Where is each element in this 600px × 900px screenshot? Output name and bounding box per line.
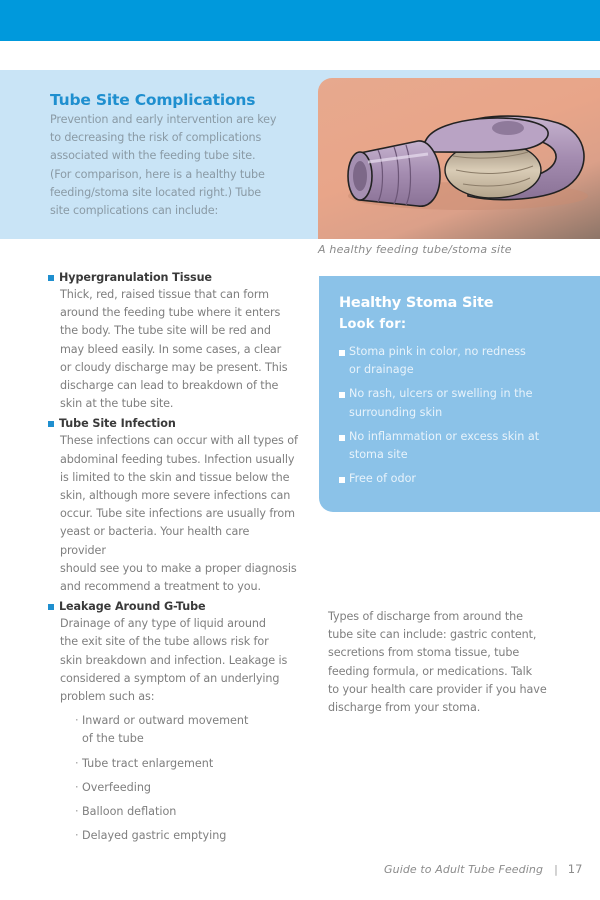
list-item — [339, 470, 580, 488]
text-line: and recommend a treatment to you. — [60, 580, 261, 594]
list-item — [76, 803, 298, 821]
complication-description — [48, 432, 298, 596]
text-line: skin, although more severe infections can — [60, 489, 291, 503]
text-line: to decreasing the risk of complications — [50, 131, 262, 145]
page-footer — [384, 862, 582, 876]
text-line: stoma site — [349, 448, 408, 462]
feeding-tube-illustration-icon — [318, 78, 600, 239]
text-line: · Delayed gastric emptying — [82, 829, 227, 843]
header-bar — [0, 0, 600, 41]
complication-item — [48, 416, 298, 596]
text-line: or cloudy discharge may be present. This — [60, 360, 288, 374]
text-line: the body. The tube site will be red and — [60, 324, 271, 338]
complication-description — [48, 615, 298, 706]
text-line: problem such as: — [60, 690, 155, 704]
callout-title: Healthy Stoma Site — [339, 295, 494, 311]
text-line: to your health care provider if you have — [328, 682, 547, 696]
text-line: tube site can include: gastric content, — [328, 628, 537, 642]
bullet-square-icon — [48, 421, 54, 427]
healthy-stoma-callout — [319, 276, 600, 512]
text-line: skin at the tube site. — [60, 397, 174, 411]
text-line: or drainage — [349, 363, 414, 377]
text-line: feeding/stoma site located right.) Tube — [50, 185, 262, 199]
bullet-square-icon — [339, 350, 345, 356]
complication-heading: Hypergranulation Tissue — [59, 271, 212, 284]
text-line: · Balloon deflation — [82, 805, 177, 819]
guide-title: Guide to Adult Tube Feeding — [384, 862, 544, 876]
text-line: · Overfeeding — [82, 780, 152, 794]
text-line: These infections can occur with all types of — [60, 434, 298, 448]
text-line: site complications can include: — [50, 204, 219, 218]
list-item — [76, 779, 298, 797]
text-line: abdominal feeding tubes. Infection usually — [60, 452, 295, 466]
text-line: · Inward or outward movement — [82, 714, 249, 728]
text-line: Drainage of any type of liquid around — [60, 617, 266, 631]
text-line: Types of discharge from around the — [328, 610, 523, 623]
feeding-tube-photo — [318, 78, 600, 239]
bullet-square-icon — [339, 435, 345, 441]
text-line: may bleed easily. In some cases, a clear — [60, 342, 282, 356]
bullet-square-icon — [339, 392, 345, 398]
list-item — [76, 712, 298, 748]
text-line: associated with the feeding tube site. — [50, 149, 256, 163]
complications-list — [48, 270, 298, 851]
page-number: 17 — [567, 862, 583, 876]
text-line: around the feeding tube where it enters — [60, 306, 281, 320]
complication-item — [48, 270, 298, 413]
complication-heading: Tube Site Infection — [59, 417, 176, 431]
list-item — [339, 385, 580, 421]
footer-separator: | — [554, 862, 558, 876]
text-line: Prevention and early intervention are key — [50, 113, 277, 126]
text-line: secretions from stoma tissue, tube — [328, 646, 520, 660]
bullet-square-icon — [339, 477, 345, 483]
text-line: surrounding skin — [349, 405, 443, 419]
text-line: Thick, red, raised tissue that can form — [60, 288, 269, 301]
text-line: occur. Tube site infections are usually from — [60, 507, 295, 521]
text-line: No rash, ulcers or swelling in the — [349, 387, 533, 401]
stoma-checklist — [339, 343, 580, 488]
text-line: discharge from your stoma. — [328, 701, 481, 715]
discharge-note — [328, 608, 568, 717]
text-line: considered a symptom of an underlying — [60, 671, 280, 685]
complication-heading: Leakage Around G-Tube — [59, 600, 206, 614]
intro-section — [50, 90, 305, 220]
list-item — [76, 755, 298, 773]
text-line: feeding formula, or medications. Talk — [328, 664, 533, 678]
section-title: Tube Site Complications — [50, 91, 256, 109]
bullet-square-icon — [48, 604, 54, 610]
text-line: of the tube — [82, 732, 144, 746]
text-line: Stoma pink in color, no redness — [349, 345, 526, 358]
text-line: yeast or bacteria. Your health care provider — [60, 525, 250, 557]
text-line: skin breakdown and infection. Leakage is — [60, 653, 288, 667]
text-line: the exit site of the tube allows risk for — [60, 635, 269, 649]
callout-subtitle: Look for: — [339, 317, 407, 332]
list-item — [76, 827, 298, 845]
complication-description — [48, 286, 298, 413]
text-line: No inflammation or excess skin at — [349, 429, 540, 443]
complication-item — [48, 599, 298, 845]
text-line: · Tube tract enlargement — [82, 756, 214, 770]
text-line: (For comparison, here is a healthy tube — [50, 167, 265, 181]
leakage-causes-list — [48, 712, 298, 845]
text-line: Free of odor — [349, 472, 417, 486]
list-item — [339, 343, 580, 379]
text-line: is limited to the skin and tissue below the — [60, 470, 290, 484]
intro-paragraph — [50, 111, 305, 220]
list-item — [339, 428, 580, 464]
bullet-square-icon — [48, 275, 54, 281]
photo-caption: A healthy feeding tube/stoma site — [318, 243, 512, 256]
text-line: discharge can lead to breakdown of the — [60, 379, 279, 393]
text-line: should see you to make a proper diagnosis — [60, 561, 297, 575]
